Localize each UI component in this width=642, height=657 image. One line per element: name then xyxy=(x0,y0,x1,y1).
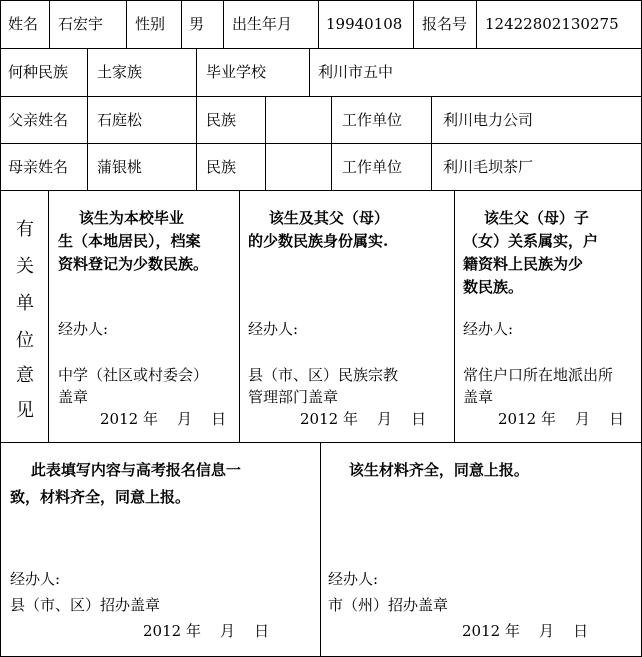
statement-line: 籍资料上民族为少 xyxy=(463,255,584,273)
school-handler-label: 经办人: xyxy=(58,320,109,338)
religion-seal-line: 县（市、区）民族宗教 xyxy=(248,366,399,384)
statement-line: 该生及其父（母） xyxy=(248,209,389,227)
county-exam-office-statement xyxy=(10,459,318,509)
school-seal-line: 盖章 xyxy=(58,388,89,406)
mother-value: 蒲银桃 xyxy=(97,158,143,176)
name-value: 石宏宇 xyxy=(58,15,104,33)
school-value: 利川市五中 xyxy=(318,63,394,81)
police-date: 2012 年 月 日 xyxy=(498,410,625,428)
city-date: 2012 年 月 日 xyxy=(462,622,589,640)
rule-r34-c xyxy=(265,96,266,190)
mother-work-value: 利川毛坝茶厂 xyxy=(443,158,534,176)
statement-line: 该生父（母）子 xyxy=(463,209,589,227)
county-date: 2012 年 月 日 xyxy=(143,622,270,640)
religion-handler-label: 经办人: xyxy=(248,320,299,338)
statement-line: 生（本地居民），档案 xyxy=(58,232,201,250)
religion-date: 2012 年 月 日 xyxy=(300,410,427,428)
birth-label: 出生年月 xyxy=(232,15,293,33)
rule-r1-g xyxy=(476,0,477,48)
father-ethnic-label: 民族 xyxy=(206,111,237,129)
rule-r2-a xyxy=(87,48,88,96)
rule-row1 xyxy=(0,48,642,49)
gender-label: 性别 xyxy=(135,15,166,33)
police-opinion-statement xyxy=(463,207,638,299)
rule-row4 xyxy=(0,190,642,191)
religion-seal-line: 管理部门盖章 xyxy=(248,388,339,406)
mother-label: 母亲姓名 xyxy=(8,158,69,176)
opinions-side-char: 有 xyxy=(16,219,34,240)
school-seal-line: 中学（社区或村委会） xyxy=(58,366,209,384)
ethnicity-value: 土家族 xyxy=(97,63,143,81)
rule-r34-d xyxy=(331,96,332,190)
statement-line: （女）关系属实，户 xyxy=(463,232,599,250)
ethnicity-label: 何种民族 xyxy=(8,63,69,81)
statement-line: 的少数民族身份属实. xyxy=(248,232,389,250)
gender-value: 男 xyxy=(189,15,205,33)
opinions-side-char: 位 xyxy=(16,330,34,351)
rule-r1-f xyxy=(413,0,414,48)
rule-op-c xyxy=(454,190,455,442)
statement-line: 该生为本校毕业 xyxy=(58,209,184,227)
rule-bottom-mid xyxy=(320,442,321,657)
county-handler-label: 经办人: xyxy=(10,570,61,588)
statement-line: 致，材料齐全，同意上报。 xyxy=(10,488,191,506)
rule-r1-b xyxy=(126,0,127,48)
school-date: 2012 年 月 日 xyxy=(100,410,227,428)
rule-opinions xyxy=(0,442,642,443)
rule-r1-d xyxy=(223,0,224,48)
mother-work-label: 工作单位 xyxy=(342,158,403,176)
city-handler-label: 经办人: xyxy=(328,570,379,588)
rule-r34-a xyxy=(87,96,88,190)
father-label: 父亲姓名 xyxy=(8,111,69,129)
mother-ethnic-label: 民族 xyxy=(206,158,237,176)
rule-op-a xyxy=(48,190,49,442)
rule-r34-b xyxy=(196,96,197,190)
statement-line: 该生材料齐全，同意上报。 xyxy=(328,461,529,479)
rule-r1-a xyxy=(49,0,50,48)
police-seal-line: 盖章 xyxy=(463,388,494,406)
rule-op-b xyxy=(239,190,240,442)
father-work-value: 利川电力公司 xyxy=(443,111,534,129)
statement-line: 数民族。 xyxy=(463,278,524,296)
police-seal-line: 常住户口所在地派出所 xyxy=(463,366,614,384)
rule-r1-e xyxy=(318,0,319,48)
police-handler-label: 经办人: xyxy=(463,320,514,338)
opinions-side-char: 意 xyxy=(16,365,34,386)
regno-value: 12422802130275 xyxy=(485,15,619,33)
opinions-side-char: 见 xyxy=(16,400,34,421)
rule-r34-e xyxy=(431,96,432,190)
rule-left xyxy=(0,0,1,657)
regno-label: 报名号 xyxy=(422,15,468,33)
opinions-side-char: 关 xyxy=(16,256,34,277)
birth-value: 19940108 xyxy=(326,15,403,33)
county-seal-line: 县（市、区）招办盖章 xyxy=(10,596,161,614)
rule-row3 xyxy=(0,143,642,144)
rule-r2-b xyxy=(196,48,197,96)
city-seal-line: 市（州）招办盖章 xyxy=(328,596,449,614)
religion-opinion-statement xyxy=(248,207,453,253)
school-label: 毕业学校 xyxy=(206,63,267,81)
father-value: 石庭松 xyxy=(97,111,143,129)
rule-r1-c xyxy=(181,0,182,48)
statement-line: 资料登记为少数民族。 xyxy=(58,255,209,273)
rule-r2-c xyxy=(309,48,310,96)
rule-top xyxy=(0,0,642,1)
opinions-side-char: 单 xyxy=(16,293,34,314)
school-opinion-statement xyxy=(58,207,238,276)
father-work-label: 工作单位 xyxy=(342,111,403,129)
rule-row2 xyxy=(0,96,642,97)
city-exam-office-statement xyxy=(328,459,638,482)
statement-line: 此表填写内容与高考报名信息一 xyxy=(10,461,241,479)
name-label: 姓名 xyxy=(8,15,39,33)
